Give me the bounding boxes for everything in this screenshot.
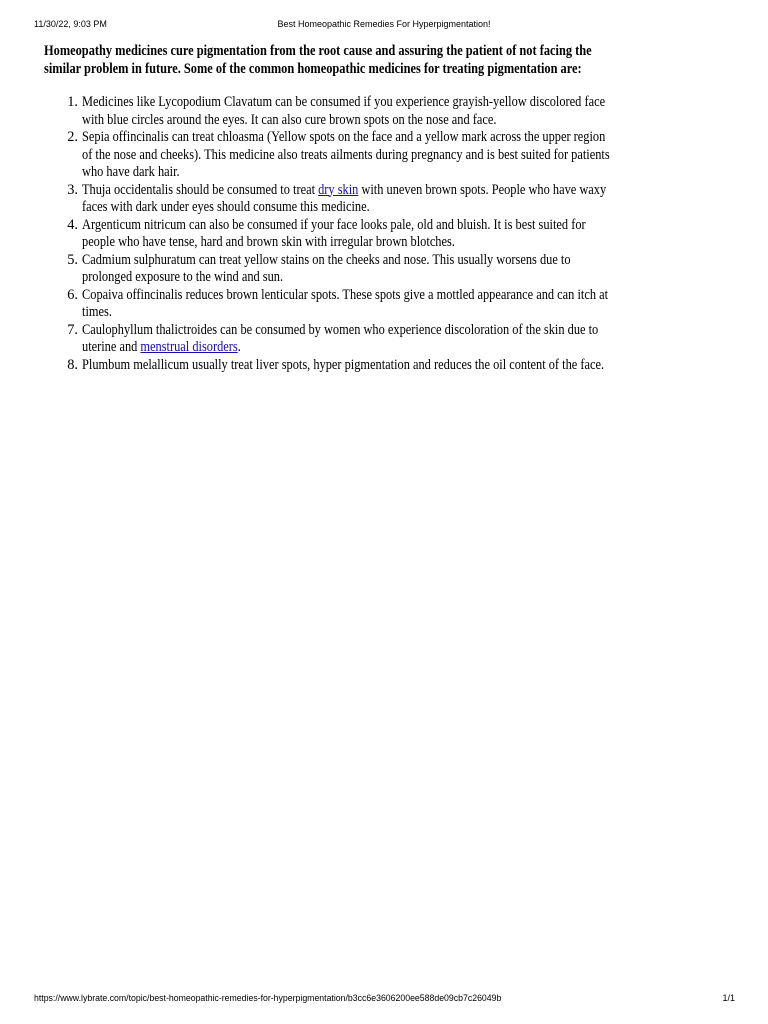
text-segment: Caulophyllum thalictroides can be consumed by women who experience discoloration of the skin due to	[82, 321, 599, 338]
list-item	[44, 252, 734, 287]
text-segment: Sepia offincinalis can treat chloasma (Yellow spots on the face and a yellow mark across the upper region	[82, 129, 606, 145]
list-item	[44, 287, 734, 322]
list-item-line	[82, 182, 643, 200]
list-item-line	[82, 269, 643, 287]
list-item-text	[82, 182, 734, 217]
intro-paragraph	[44, 43, 734, 78]
list-item	[44, 182, 734, 217]
list-item-number: 6.	[67, 286, 78, 303]
list-item-text	[82, 357, 734, 375]
list-item-text	[82, 252, 734, 287]
text-segment: Copaiva offincinalis reduces brown lenticular spots. These spots give a mottled appearance and can itch at	[82, 286, 609, 303]
list-item-number: 8.	[67, 356, 78, 373]
list-item-number: 2.	[67, 129, 78, 145]
list-item-number: 3.	[67, 181, 78, 198]
list-item-text	[82, 287, 734, 322]
list-item-line	[82, 234, 643, 252]
list-item-number: 1.	[67, 94, 78, 110]
print-footer	[0, 991, 768, 1005]
text-segment: of the nose and cheeks). This medicine also treats ailments during pregnancy and is best suited for patients	[82, 146, 610, 163]
inline-link[interactable]: menstrual disorders	[140, 339, 238, 355]
list-item	[44, 357, 734, 375]
list-item-line	[82, 287, 643, 305]
list-item	[44, 94, 734, 129]
list-item-text	[82, 322, 734, 357]
list-item-number: 4.	[67, 216, 78, 233]
text-segment: prolonged exposure to the wind and sun.	[82, 269, 284, 285]
list-item-line	[82, 217, 643, 235]
list-item-line	[82, 129, 643, 147]
list-item	[44, 322, 734, 357]
list-item-line	[82, 322, 643, 340]
page-number: 1/1	[722, 993, 735, 1003]
intro-line: similar problem in future. Some of the common homeopathic medicines for treating pigmentation are:	[44, 60, 582, 77]
text-segment: times.	[82, 304, 112, 320]
text-segment: Plumbum melallicum usually treat liver spots, hyper pigmentation and reduces the oil content of the face.	[82, 356, 605, 373]
text-segment: who have dark hair.	[82, 164, 180, 180]
inline-link[interactable]: dry skin	[318, 181, 359, 198]
list-item-line	[82, 339, 643, 357]
list-item-text	[82, 129, 734, 182]
print-datetime: 11/30/22, 9:03 PM	[34, 19, 107, 29]
print-header	[0, 17, 768, 31]
list-item	[44, 217, 734, 252]
article-content	[44, 43, 734, 374]
text-segment: faces with dark under eyes should consume this medicine.	[82, 199, 370, 215]
intro-line: Homeopathy medicines cure pigmentation from the root cause and assuring the patient of not facing the	[44, 43, 592, 59]
text-segment: with uneven brown spots. People who have waxy	[358, 181, 607, 198]
list-item	[44, 129, 734, 182]
text-segment: uterine and	[82, 339, 141, 355]
text-segment: people who have tense, hard and brown skin with irregular brown blotches.	[82, 234, 455, 250]
text-segment: Argenticum nitricum can also be consumed if your face looks pale, old and bluish. It is best suited for	[82, 216, 586, 233]
list-item-line	[82, 112, 643, 130]
print-page-title: Best Homeopathic Remedies For Hyperpigmentation!	[277, 19, 491, 29]
text-segment: Thuja occidentalis should be consumed to treat	[82, 181, 319, 198]
list-item-line	[82, 164, 643, 182]
text-segment: Cadmium sulphuratum can treat yellow stains on the cheeks and nose. This usually worsens due to	[82, 251, 571, 268]
list-item-number: 5.	[67, 251, 78, 268]
list-item-line	[82, 304, 643, 322]
list-item-line	[82, 94, 643, 112]
list-item-line	[82, 199, 643, 217]
list-item-line	[82, 147, 643, 165]
print-url: https://www.lybrate.com/topic/best-homeopathic-remedies-for-hyperpigmentation/b3cc6e3606200ee588de09cb7c26049b	[34, 993, 502, 1003]
list-item-line	[82, 357, 643, 375]
remedies-list	[44, 94, 734, 374]
list-item-number: 7.	[67, 321, 78, 338]
text-segment: Medicines like Lycopodium Clavatum can be consumed if you experience grayish-yellow discolored face	[82, 94, 606, 110]
list-item-text	[82, 94, 734, 129]
text-segment: .	[237, 339, 241, 355]
list-item-text	[82, 217, 734, 252]
text-segment: with blue circles around the eyes. It can also cure brown spots on the nose and face.	[82, 111, 497, 128]
list-item-line	[82, 252, 643, 270]
